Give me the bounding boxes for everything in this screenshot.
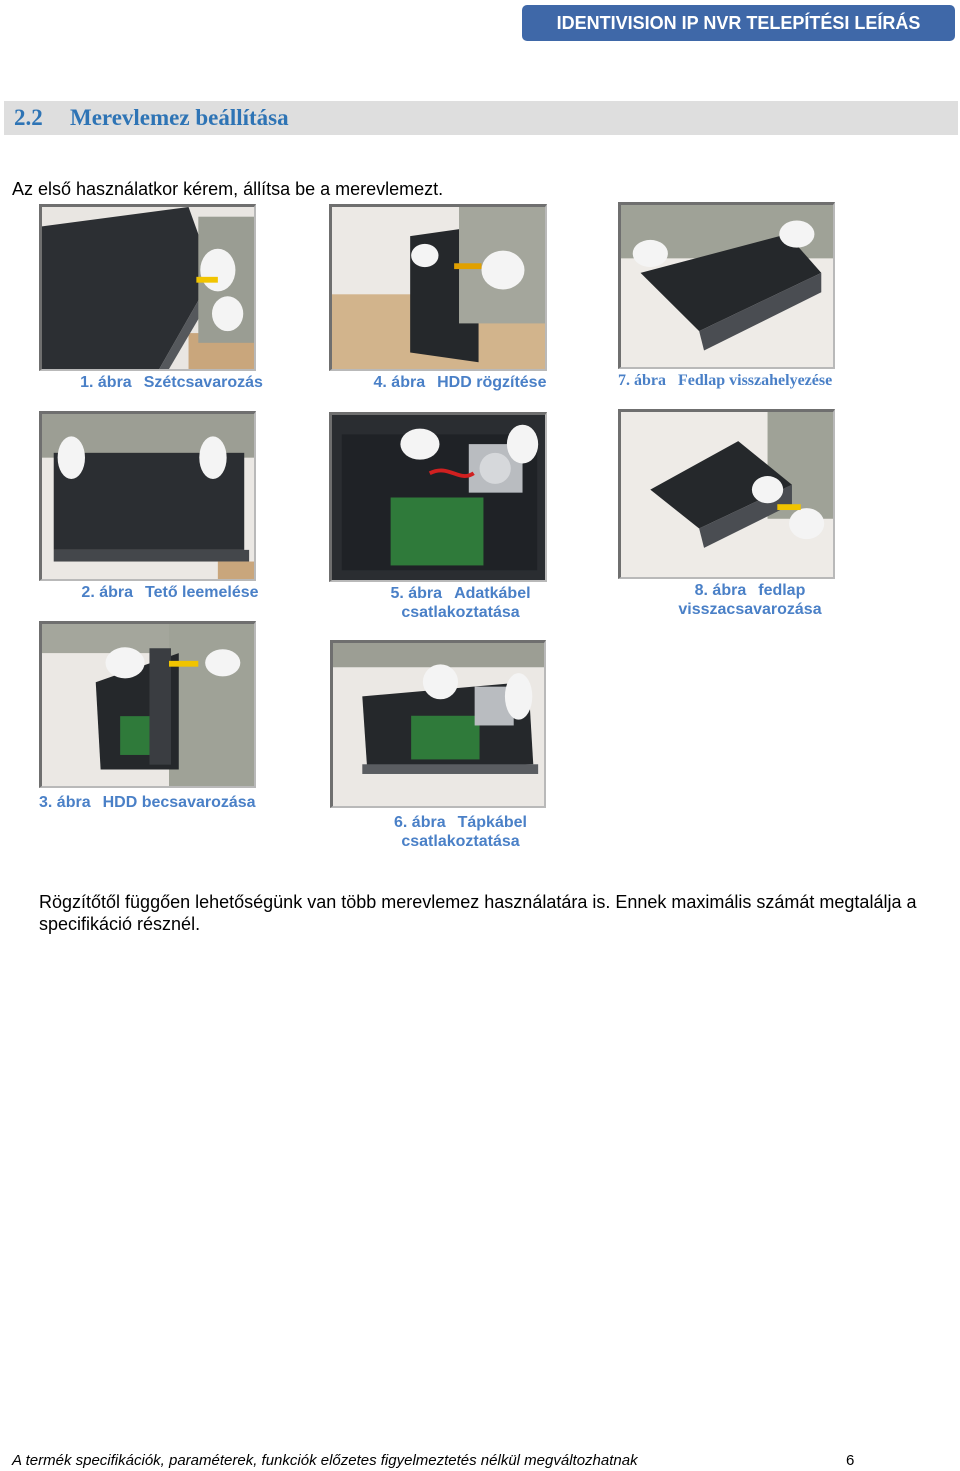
- figure-7-caption: [618, 371, 883, 390]
- figure-7-label: Fedlap visszahelyezése: [678, 372, 833, 389]
- figure-1-number: 1. ábra: [80, 374, 132, 391]
- body-paragraph: Rögzítőtől függően lehetőségünk van több merevlemez használatára is. Ennek maximális számát megtalálja a specifikáció résznél.: [39, 892, 917, 934]
- document-header: IDENTIVISION IP NVR TELEPÍTÉSI LEÍRÁS: [522, 5, 955, 41]
- figure-8-label-line2: visszacsavarozása: [678, 601, 822, 618]
- figure-2-label: Tető leemelése: [145, 584, 259, 601]
- figure-3-photo: [39, 621, 256, 788]
- figure-1-photo: [39, 204, 256, 371]
- figure-2-caption: [70, 583, 270, 602]
- figure-5-label: Adatkábel: [454, 585, 531, 602]
- page-number: 6: [846, 1452, 855, 1469]
- figure-1-label: Szétcsavarozás: [143, 374, 263, 391]
- figure-5-label-line2: csatlakoztatása: [401, 604, 520, 621]
- figure-6-photo: [330, 640, 546, 808]
- figure-4-number: 4. ábra: [373, 374, 426, 391]
- footer-disclaimer: A termék specifikációk, paraméterek, funkciók előzetes figyelmeztetés nélkül megváltozhatnak: [12, 1452, 638, 1469]
- figure-1-caption: [69, 373, 274, 392]
- figure-6-number: 6. ábra: [394, 814, 446, 831]
- figure-3-number: 3. ábra: [39, 794, 91, 811]
- figure-4-label: HDD rögzítése: [437, 374, 547, 391]
- figure-2-number: 2. ábra: [81, 584, 134, 601]
- figure-5-number: 5. ábra: [390, 585, 443, 602]
- figure-3-caption: [39, 793, 279, 812]
- intro-text: Az első használatkor kérem, állítsa be a merevlemezt.: [12, 179, 444, 199]
- figure-7-number: 7. ábra: [618, 372, 666, 389]
- figure-5-photo: [329, 412, 547, 582]
- figure-8-label: fedlap: [758, 582, 806, 599]
- figure-2-photo: [39, 411, 256, 581]
- figure-6-label-line2: csatlakoztatása: [401, 833, 520, 850]
- section-heading: [4, 101, 958, 135]
- figure-7-photo: [618, 202, 835, 369]
- figure-6-caption: [343, 813, 578, 851]
- figure-5-caption: [343, 584, 578, 622]
- section-title: Merevlemez beállítása: [70, 105, 289, 130]
- figure-8-photo: [618, 409, 835, 579]
- figure-4-photo: [329, 204, 547, 371]
- figure-8-number: 8. ábra: [694, 582, 747, 599]
- figure-8-caption: [650, 581, 850, 619]
- figure-6-label: Tápkábel: [457, 814, 527, 831]
- section-number: 2.2: [14, 105, 43, 130]
- figure-4-caption: [345, 373, 575, 392]
- figure-3-label: HDD becsavarozása: [102, 794, 256, 811]
